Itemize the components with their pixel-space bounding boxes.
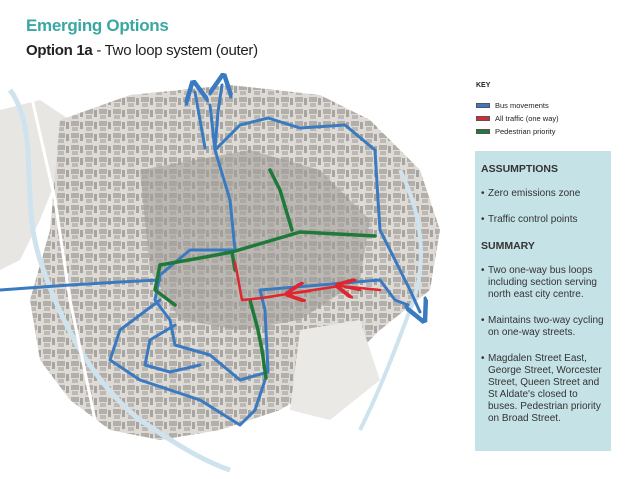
key-item-bus <box>476 101 549 110</box>
summary-item <box>481 353 605 425</box>
assumption-text: Zero emissions zone <box>488 188 581 199</box>
bullet-icon: • <box>481 188 485 199</box>
summary-text: Two one-way bus loops including section serving north east city centre. <box>488 265 597 300</box>
key-swatch-bus <box>476 103 490 108</box>
info-panel <box>475 151 611 451</box>
bullet-icon: • <box>481 214 485 225</box>
key-swatch-pedestrian <box>476 129 490 134</box>
key-swatch-traffic <box>476 116 490 121</box>
summary-heading: SUMMARY <box>481 240 535 252</box>
key-item-traffic <box>476 114 559 123</box>
option-subtitle <box>26 42 258 59</box>
summary-text: Maintains two-way cycling on one-way streets. <box>488 315 604 338</box>
bullet-icon: • <box>481 353 485 364</box>
page-title: Emerging Options <box>26 16 169 35</box>
key-item-pedestrian <box>476 127 555 136</box>
summary-text: Magdalen Street East, George Street, Worcester Street, Queen Street and St Aldate's closed to buses. Pedestrian priority on Broad Street. <box>488 353 602 424</box>
summary-item <box>481 265 605 301</box>
option-label: Option 1a <box>26 42 93 59</box>
key-label: Pedestrian priority <box>495 127 556 136</box>
summary-item <box>481 315 605 339</box>
assumption-text: Traffic control points <box>488 214 578 225</box>
key-label: Bus movements <box>495 101 549 110</box>
option-description: - Two loop system (outer) <box>92 42 258 59</box>
bullet-icon: • <box>481 315 485 326</box>
key-title: KEY <box>476 82 491 89</box>
key-label: All traffic (one way) <box>495 114 559 123</box>
assumption-item <box>481 188 605 200</box>
city-map <box>0 70 470 479</box>
assumptions-heading: ASSUMPTIONS <box>481 163 559 175</box>
bullet-icon: • <box>481 265 485 276</box>
assumption-item <box>481 214 605 226</box>
